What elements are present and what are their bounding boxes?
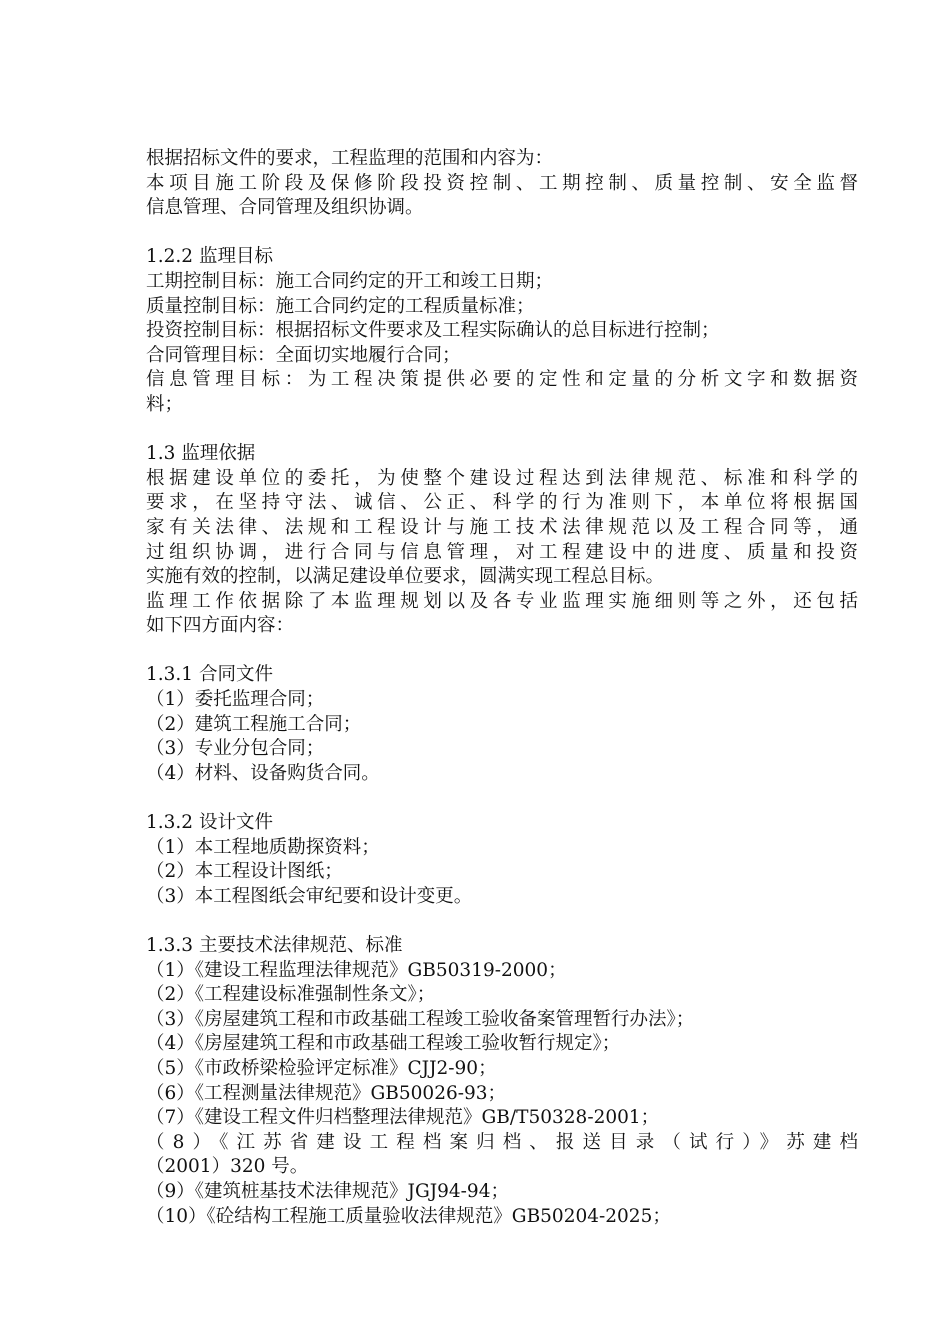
text-line: 实施有效的控制，以满足建设单位要求，圆满实现工程总目标。 — [146, 566, 665, 588]
section-contracts — [146, 663, 858, 786]
section-basis — [146, 442, 858, 639]
paragraph-gap — [146, 639, 858, 664]
paragraph-gap — [146, 221, 858, 246]
text-line: （2001）320 号。 — [146, 1156, 309, 1178]
text-line: 料； — [146, 393, 184, 415]
text-line: 如下四方面内容： — [146, 615, 295, 637]
text-line: （1）《建设工程监理法律规范》GB50319-2000； — [146, 959, 567, 981]
text-line: （7）《建设工程文件归档整理法律规范》GB/T50328-2001； — [146, 1107, 660, 1129]
section-scope — [146, 147, 858, 221]
text-line: 根据建设单位的委托，为使整个建设过程达到法律规范、标准和科学的 — [146, 467, 858, 489]
text-line: （1）委托监理合同； — [146, 689, 325, 711]
text-line: （2）《工程建设标准强制性条文》； — [146, 984, 436, 1006]
text-line: （6）《工程测量法律规范》GB50026-93； — [146, 1082, 507, 1104]
text-line: （10）《砼结构工程施工质量验收法律规范》GB50204-2025； — [146, 1205, 671, 1227]
section-heading: 1.3.1 合同文件 — [146, 664, 273, 686]
text-line: （3）本工程图纸会审纪要和设计变更。 — [146, 885, 473, 907]
text-line: （3）专业分包合同； — [146, 738, 325, 760]
text-line: 质量控制目标：施工合同约定的工程质量标准； — [146, 295, 535, 317]
text-line: 投资控制目标：根据招标文件要求及工程实际确认的总目标进行控制； — [146, 320, 720, 342]
section-heading: 1.2.2 监理目标 — [146, 246, 273, 268]
text-line: （1）本工程地质勘探资料； — [146, 836, 380, 858]
text-line: 本项目施工阶段及保修阶段投资控制、工期控制、质量控制、安全监督 — [146, 172, 858, 194]
section-heading: 1.3.2 设计文件 — [146, 812, 273, 834]
text-line: （9）《建筑桩基技术法律规范》JGJ94-94； — [146, 1180, 509, 1202]
paragraph-gap — [146, 909, 858, 934]
text-line: 家有关法律、法规和工程设计与施工技术法律规范以及工程合同等，通 — [146, 516, 858, 538]
document-body — [146, 147, 858, 1229]
text-line: （2）建筑工程施工合同； — [146, 713, 362, 735]
text-line: 合同管理目标：全面切实地履行合同； — [146, 344, 461, 366]
text-line: 信息管理目标：为工程决策提供必要的定性和定量的分析文字和数据资 — [146, 369, 858, 391]
section-heading: 1.3.3 主要技术法律规范、标准 — [146, 935, 403, 956]
text-line: （5）《市政桥梁检验评定标准》CJJ2-90； — [146, 1057, 497, 1079]
text-line: （8）《江苏省建设工程档案归档、报送目录（试行）》苏建档 — [146, 1131, 858, 1153]
section-design — [146, 811, 858, 909]
section-goals — [146, 245, 858, 417]
paragraph-gap — [146, 786, 858, 811]
text-line: （3）《房屋建筑工程和市政基础工程竣工验收备案管理暂行办法》； — [146, 1008, 695, 1030]
text-line: （2）本工程设计图纸； — [146, 861, 343, 883]
text-line: 信息管理、合同管理及组织协调。 — [146, 197, 424, 219]
paragraph-gap — [146, 418, 858, 443]
text-line: 监理工作依据除了本监理规划以及各专业监理实施细则等之外，还包括 — [146, 590, 858, 612]
text-line: 工期控制目标：施工合同约定的开工和竣工日期； — [146, 270, 554, 292]
text-line: 根据招标文件的要求，工程监理的范围和内容为： — [146, 148, 554, 169]
text-line: （4）《房屋建筑工程和市政基础工程竣工验收暂行规定》； — [146, 1033, 621, 1055]
text-line: 过组织协调，进行合同与信息管理，对工程建设中的进度、质量和投资 — [146, 541, 858, 563]
text-line: 要求，在坚持守法、诚信、公正、科学的行为准则下，本单位将根据国 — [146, 492, 858, 514]
section-standards — [146, 934, 858, 1229]
text-line: （4）材料、设备购货合同。 — [146, 762, 380, 784]
section-heading: 1.3 监理依据 — [146, 443, 256, 465]
